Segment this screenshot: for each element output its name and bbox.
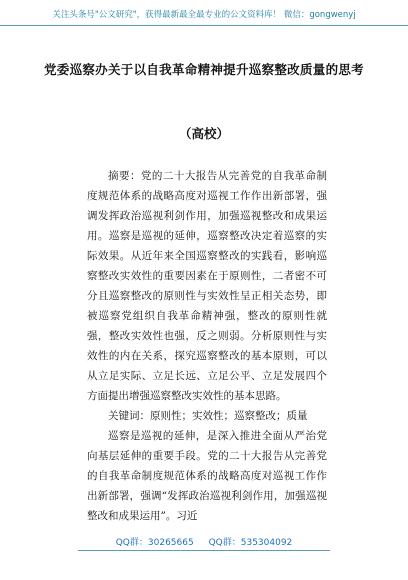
document-body [87, 166, 327, 526]
footer-divider [78, 550, 330, 551]
abstract-paragraph: 摘要：党的二十大报告从完善党的自我革命制度规范体系的战略高度对巡视工作作出新部署，强调发挥政治巡视利剑作用，加强巡视整改和成果运用。巡察是巡视的延伸，巡察整改决定着巡察的实际效果。从近年来全国巡察整改的实践看，影响巡察整改实效性的重要因素在于原则性，二者密不可分且巡察整改的原则性与实效性呈正相关态势，即被巡察党组织自我革命精神强，整改的原则性就强，整改实效性也强，反之则弱。分析原则性与实效性的内在关系，探究巡察整改的基本原则，可以从立足实际、立足长远、立足公平、立足发展四个方面提出增强巡察整改实效性的基本思路。 [87, 170, 327, 402]
keywords-paragraph: 关键词：原则性；实效性；巡察整改；质量 [108, 410, 308, 422]
footer-qq-group-1: QQ群：30265665 [115, 538, 194, 548]
footer-qq-group-2: QQ群：535304092 [208, 538, 293, 548]
body-paragraph: 巡察是巡视的延伸，是深入推进全面从严治党向基层延伸的重要手段。党的二十大报告从完善党的自我革命制度规范体系的战略高度对巡视工作作出新部署，强调“发挥政治巡视利剑作用，加强巡视整改和成果运用”。习近 [87, 430, 327, 522]
footer [0, 535, 408, 548]
header-banner: 关注头条号"公文研究"，获得最新最全最专业的公文资料库！ 微信：gongwenyj [0, 8, 408, 26]
document-subtitle: （高校） [178, 126, 229, 141]
document-title: 党委巡察办关于以自我革命精神提升巡察整改质量的思考 [43, 62, 364, 77]
